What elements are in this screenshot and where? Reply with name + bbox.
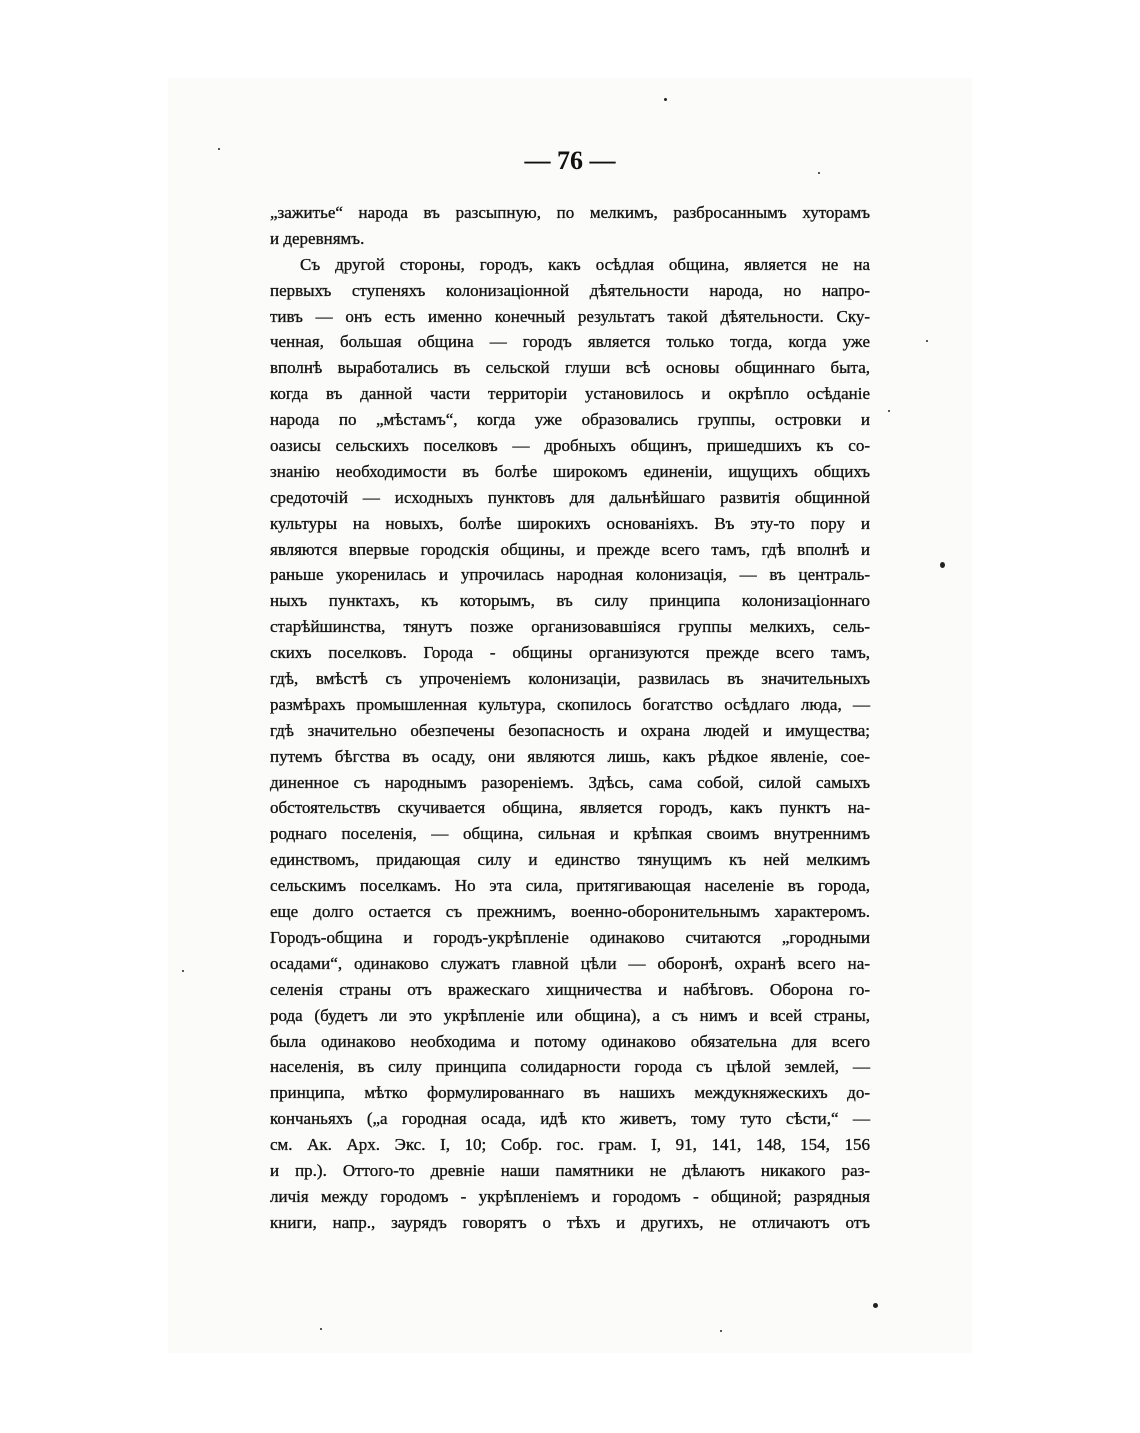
page-text (270, 200, 870, 1236)
text-line: селенія страны отъ вражескаго хищничества и набѣговъ. Оборона го- (270, 979, 870, 999)
text-line: являются впервые городскія общины, и прежде всего тамъ, гдѣ вполнѣ и (270, 539, 870, 559)
text-line: культуры на новыхъ, болѣе широкихъ основаніяхъ. Въ эту-то пору и (270, 513, 870, 533)
text-line: размѣрахъ промышленная культура, скопилось богатство осѣдлаго люда, — (270, 694, 870, 714)
text-line: гдѣ значительно обезпечены безопасность и охрана людей и имущества; (270, 720, 870, 740)
text-line: средоточій — исходныхъ пунктовъ для дальнѣйшаго развитія общинной (270, 487, 870, 507)
page-number: — 76 — (524, 146, 616, 175)
text-line: знанію необходимости въ болѣе широкомъ единеніи, ищущихъ общихъ (270, 461, 870, 481)
text-line: оазисы сельскихъ поселковъ — дробныхъ общинъ, пришедшихъ къ со- (270, 436, 870, 456)
text-line: ныхъ пунктахъ, къ которымъ, въ силу принципа колонизаціоннаго (270, 591, 870, 611)
scan-speck (926, 340, 928, 342)
text-line: раньше укоренилась и упрочилась народная колонизація, — въ централь- (270, 565, 870, 585)
scan-speck (320, 1328, 322, 1330)
text-line: Съ другой стороны, городъ, какъ осѣдлая община, является не на (300, 254, 870, 274)
text-line: см. Ак. Арх. Экс. I, 10; Собр. гос. грам. I, 91, 141, 148, 154, 156 (270, 1135, 870, 1155)
text-line: Городъ-община и городъ-укрѣпленіе одинаково считаются „городными (270, 927, 870, 947)
text-line: еще долго остается съ прежнимъ, военно-оборонительнымъ характеромъ. (270, 902, 870, 922)
text-line: роднаго поселенія, — община, сильная и крѣпкая своимъ внутреннимъ (270, 824, 870, 844)
text-line: рода (будетъ ли это укрѣпленіе или община), а съ нимъ и всей страны, (270, 1005, 870, 1025)
text-line: обстоятельствъ скучивается община, является городъ, какъ пунктъ на- (270, 798, 870, 818)
text-line: осадами“, одинаково служатъ главной цѣли — оборонѣ, охранѣ всего на- (270, 953, 870, 973)
text-line: ченная, большая община — городъ является только тогда, когда уже (270, 332, 870, 352)
text-line: тивъ — онъ есть именно конечный результатъ такой дѣятельности. Ску- (270, 306, 870, 326)
text-line: скихъ поселковъ. Города - общины организуются прежде всего тамъ, (270, 643, 870, 663)
text-line: гдѣ, вмѣстѣ съ упроченіемъ колонизаціи, развилась въ значительныхъ (270, 669, 870, 689)
scan-speck (720, 1330, 722, 1332)
scan-speck (873, 1303, 878, 1308)
text-line: диненное съ народнымъ разореніемъ. Здѣсь, сама собой, силой самыхъ (270, 772, 870, 792)
text-line: и деревнямъ. (270, 228, 365, 248)
scan-speck (888, 410, 890, 412)
text-line: единствомъ, придающая силу и единство тянущимъ къ ней мелкимъ (270, 850, 870, 870)
text-line: народа по „мѣстамъ“, когда уже образовались группы, островки и (270, 410, 870, 430)
text-line: кончаньяхъ („а городная осада, идѣ кто живетъ, тому туто сѣсти,“ — (270, 1109, 870, 1129)
scan-speck (940, 562, 945, 568)
text-line: „зажитье“ народа въ разсыпную, по мелкимъ, разбросаннымъ хуторамъ (270, 203, 870, 222)
text-line: была одинаково необходима и потому одинаково обязательна для всего (270, 1031, 870, 1051)
scan-speck (818, 172, 820, 174)
text-line: когда въ данной части территоріи установилось и окрѣпло осѣданіе (270, 384, 870, 404)
scan-speck (218, 148, 220, 150)
scan-speck (664, 98, 667, 101)
text-line: сельскимъ поселкамъ. Но эта сила, притягивающая населеніе въ города, (270, 876, 870, 896)
text-line: личія между городомъ - укрѣпленіемъ и городомъ - общиной; разрядныя (270, 1186, 870, 1206)
text-line: вполнѣ выработались въ сельской глуши всѣ основы общиннаго быта, (270, 358, 870, 378)
text-line: принципа, мѣтко формулированнаго въ нашихъ междукняжескихъ до- (270, 1083, 870, 1103)
text-line: книги, напр., заурядъ говорятъ о тѣхъ и другихъ, не отличаютъ отъ (270, 1212, 870, 1232)
text-line: старѣйшинства, тянутъ позже организовавшіяся группы мелкихъ, сель- (270, 617, 870, 637)
text-line: первыхъ ступеняхъ колонизаціонной дѣятельности народа, но напро- (270, 280, 870, 300)
text-line: путемъ бѣгства въ осаду, они являются лишь, какъ рѣдкое явленіе, сое- (270, 746, 870, 766)
scan-speck (182, 970, 184, 972)
text-line: и пр.). Оттого-то древніе наши памятники не дѣлаютъ никакого раз- (270, 1160, 870, 1180)
text-line: населенія, въ силу принципа солидарности города съ цѣлой землей, — (270, 1057, 870, 1077)
